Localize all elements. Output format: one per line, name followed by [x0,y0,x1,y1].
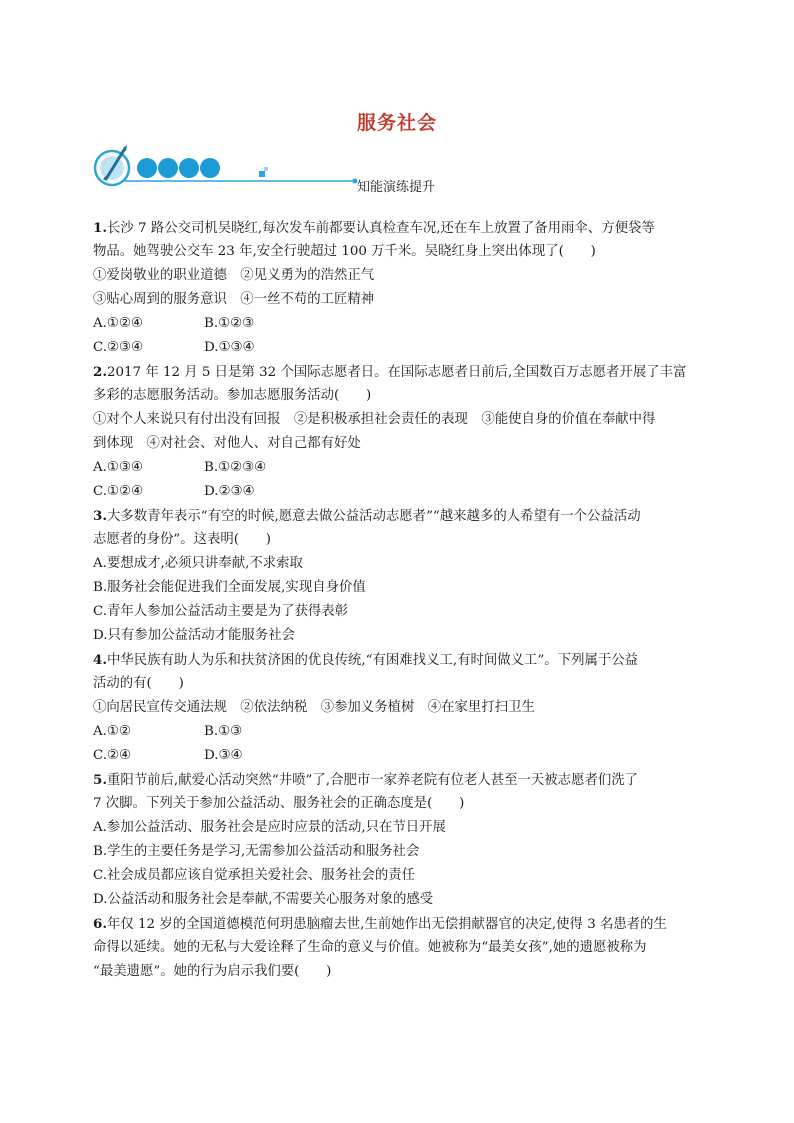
brush-badge-icon [95,145,129,185]
question-stem: 命得以延续。她的无私与大爱诠释了生命的意义与价值。她被称为“最美女孩”,她的遗愿被称为 [93,940,647,955]
question-stem: 长沙 7 路公交司机吴晓红,每次发车前都要认真检查车况,还在车上放置了备用雨伞、方便袋等 [106,221,655,236]
statement-line: 到体现 ④对社会、对他人、对自己都有好处 [93,436,361,451]
options-row [93,720,705,744]
question-number: 2. [93,364,107,380]
question-stem: 重阳节前后,献爱心活动突然“井喷”了,合肥市一家养老院有位老人甚至一天被志愿者们洗了 [106,773,639,788]
page-title: 服务社会 [356,112,437,134]
options-row [93,336,705,360]
question-6 [93,912,705,984]
option-c[interactable]: C.①②④ [93,484,144,499]
options-row [93,480,705,504]
question-list [93,216,705,984]
question-1 [93,216,705,360]
option-a[interactable]: A.①②④ [93,316,143,331]
option-d[interactable]: D.②③④ [204,484,255,499]
option-b[interactable]: B.服务社会能促进我们全面发展,实现自身价值 [93,580,366,595]
banner-label: 知能演练提升 [357,180,436,195]
option-d[interactable]: D.③④ [204,748,243,763]
option-a[interactable]: A.参加公益活动、服务社会是应时应景的活动,只在节日开展 [93,820,446,835]
option-a[interactable]: A.①② [93,724,131,739]
option-b[interactable]: B.①③ [204,724,243,739]
statement-line: ③贴心周到的服务意识 ④一丝不苟的工匠精神 [93,292,375,307]
question-number: 5. [93,772,107,788]
option-d[interactable]: D.公益活动和服务社会是奉献,不需要关心服务对象的感受 [93,892,434,907]
option-c[interactable]: C.青年人参加公益活动主要是为了获得表彰 [93,604,349,619]
question-2 [93,360,705,504]
banner-dots [137,158,220,178]
option-d[interactable]: D.①③④ [204,340,255,355]
option-a[interactable]: A.要想成才,必须只讲奉献,不求索取 [93,556,303,571]
statement-line: ①对个人来说只有付出没有回报 ②是积极承担社会责任的表现 ③能使自身的价值在奉献中得 [93,412,656,427]
question-stem: 年仅 12 岁的全国道德模范何玥患脑瘤去世,生前她作出无偿捐献器官的决定,使得 3 名患者的生 [106,917,667,932]
statement-line: ①爱岗敬业的职业道德 ②见义勇为的浩然正气 [93,268,375,283]
question-number: 4. [93,652,107,668]
question-stem: 志愿者的身份”。这表明( ) [93,532,271,547]
question-stem: 物品。她驾驶公交车 23 年,安全行驶超过 100 万千米。吴晓红身上突出体现了( ) [93,244,596,259]
question-stem: 活动的有( ) [93,676,184,691]
question-stem: 大多数青年表示“有空的时候,愿意去做公益活动志愿者”“越来越多的人希望有一个公益活动 [106,509,641,524]
option-c[interactable]: C.社会成员都应该自觉承担关爱社会、服务社会的责任 [93,868,416,883]
question-number: 6. [93,916,107,932]
question-number: 3. [93,508,107,524]
option-a[interactable]: A.①③④ [93,460,143,475]
question-stem: 7 次脚。下列关于参加公益活动、服务社会的正确态度是( ) [93,796,465,811]
question-number: 1. [93,220,107,236]
question-stem: 多彩的志愿服务活动。参加志愿服务活动( ) [93,388,372,403]
options-row [93,312,705,336]
small-squares-icon [259,167,268,177]
option-b[interactable]: B.①②③ [204,316,255,331]
options-row [93,456,705,480]
option-c[interactable]: C.②③④ [93,340,144,355]
option-c[interactable]: C.②④ [93,748,132,763]
option-b[interactable]: B.①②③④ [204,460,267,475]
question-stem: “最美遗愿”。她的行为启示我们要( ) [93,964,332,979]
question-5 [93,768,705,912]
options-row [93,744,705,768]
option-b[interactable]: B.学生的主要任务是学习,无需参加公益活动和服务社会 [93,844,420,859]
statement-line: ①向居民宣传交通法规 ②依法纳税 ③参加义务植树 ④在家里打扫卫生 [93,700,535,715]
option-d[interactable]: D.只有参加公益活动才能服务社会 [93,628,295,643]
question-3 [93,504,705,648]
question-stem: 中华民族有助人为乐和扶贫济困的优良传统,“有困难找义工,有时间做义工”。下列属于公益 [106,653,639,668]
question-4 [93,648,705,768]
question-stem: 2017 年 12 月 5 日是第 32 个国际志愿者日。在国际志愿者日前后,全国数百万志愿者开展了丰富 [106,365,687,380]
